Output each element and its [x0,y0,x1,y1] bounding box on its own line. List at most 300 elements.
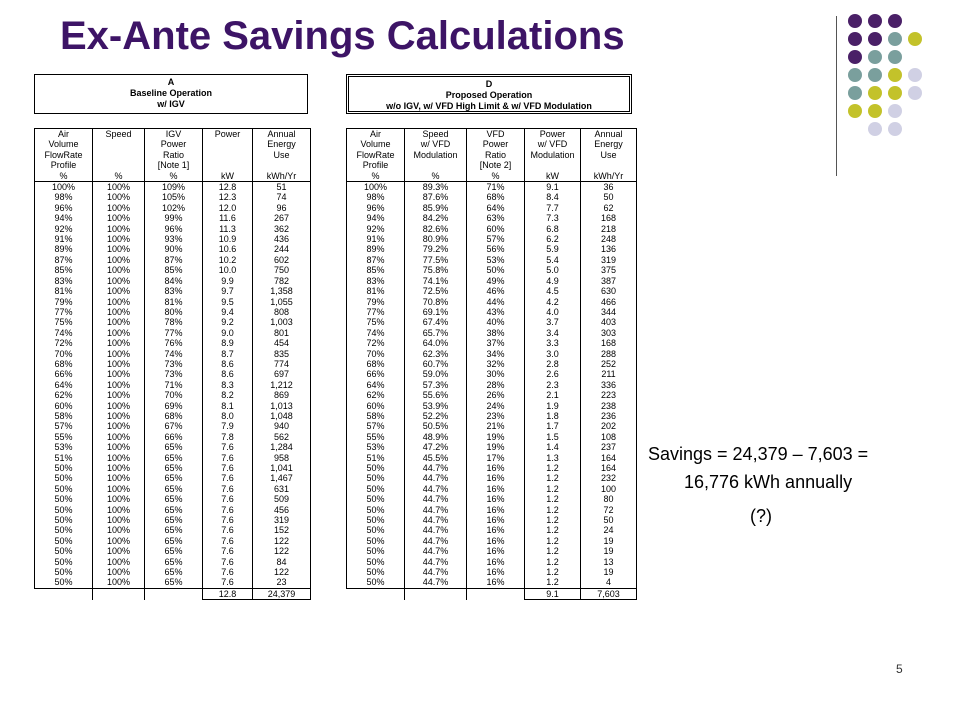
table-cell: 100% [93,182,145,193]
table-cell: 50% [35,473,93,483]
table-cell: 99% [145,213,203,223]
table-cell: 100% [93,265,145,275]
table-cell: 87.6% [405,192,467,202]
table-row [347,473,637,483]
table-cell: 74% [145,349,203,359]
column-header: Volume [347,139,405,149]
table-cell: 869 [253,390,311,400]
table-cell: 44% [467,297,525,307]
table-cell: 8.6 [203,359,253,369]
table-row [347,192,637,202]
blank-cell [145,588,203,599]
table-cell: 50% [347,567,405,577]
table-cell: 24% [467,401,525,411]
table-cell: 94% [35,213,93,223]
column-header: kW [525,171,581,182]
table-cell: 7.6 [203,515,253,525]
table-cell: 7.3 [525,213,581,223]
column-header: Annual [581,129,637,140]
savings-result: 16,776 kWh annually [684,472,853,492]
table-cell: 7.8 [203,432,253,442]
table-cell: 82.6% [405,224,467,234]
table-cell: 77% [145,328,203,338]
table-cell: 164 [581,463,637,473]
table-cell: 16% [467,536,525,546]
table-cell: 80.9% [405,234,467,244]
table-cell: 44.7% [405,577,467,588]
header-row [35,160,311,170]
table-cell: 53% [35,442,93,452]
table-cell: 248 [581,234,637,244]
table-cell: 1,013 [253,401,311,411]
table-cell: 319 [581,255,637,265]
table-cell: 100% [93,203,145,213]
header-row [35,129,311,140]
table-cell: 85% [35,265,93,275]
table-cell: 67.4% [405,317,467,327]
table-row [347,224,637,234]
table-cell: 940 [253,421,311,431]
table-cell: 7.6 [203,463,253,473]
table-cell: 509 [253,494,311,504]
table-row [35,546,311,556]
table-cell: 55% [35,432,93,442]
table-row [35,244,311,254]
table-cell: 100% [35,182,93,193]
table-cell: 100% [93,505,145,515]
table-row [35,421,311,431]
table-cell: 50% [467,265,525,275]
table-cell: 8.7 [203,349,253,359]
table-cell: 100% [93,328,145,338]
column-header: Power [467,139,525,149]
table-cell: 64% [347,380,405,390]
decorative-dot [908,86,922,100]
column-header: Modulation [525,150,581,160]
table-cell: 50.5% [405,421,467,431]
table-cell: 100% [93,401,145,411]
table-cell: 8.2 [203,390,253,400]
table-row [35,484,311,494]
decorative-dot [848,86,862,100]
table-cell: 81% [347,286,405,296]
column-header [581,160,637,170]
table-row [35,297,311,307]
table-cell: 72 [581,505,637,515]
table-cell: 100% [93,338,145,348]
table-row [35,276,311,286]
table-row [35,359,311,369]
table-cell: 53.9% [405,401,467,411]
table-cell: 8.9 [203,338,253,348]
table-cell: 62% [347,390,405,400]
table-cell: 65% [145,463,203,473]
table-cell: 57.3% [405,380,467,390]
table-cell: 16% [467,546,525,556]
table-cell: 51 [253,182,311,193]
table-cell: 64.0% [405,338,467,348]
table-row [35,463,311,473]
table-cell: 83% [35,276,93,286]
table-row [347,234,637,244]
table-cell: 62 [581,203,637,213]
table-cell: 44.7% [405,473,467,483]
table-row [35,432,311,442]
table-a-id: A [167,77,175,87]
table-cell: 64% [35,380,93,390]
table-cell: 50 [581,515,637,525]
table-cell: 75% [347,317,405,327]
table-cell: 5.4 [525,255,581,265]
table-row [35,473,311,483]
column-header: Power [145,139,203,149]
table-row [347,505,637,515]
table-cell: 1.4 [525,442,581,452]
table-cell: 100% [93,546,145,556]
table-cell: 100% [93,484,145,494]
table-cell: 50% [347,494,405,504]
table-cell: 631 [253,484,311,494]
table-cell: 69.1% [405,307,467,317]
decorative-dot [888,50,902,64]
table-cell: 5.9 [525,244,581,254]
table-cell: 1,467 [253,473,311,483]
table-cell: 1.2 [525,546,581,556]
table-cell: 60% [35,401,93,411]
table-cell: 50% [35,515,93,525]
table-cell: 96% [35,203,93,213]
decorative-dot [888,122,902,136]
table-cell: 65% [145,577,203,588]
column-header: VFD [467,129,525,140]
table-cell: 100% [93,369,145,379]
table-cell: 7.6 [203,567,253,577]
divider-line [836,16,837,176]
table-cell: 6.8 [525,224,581,234]
table-cell: 55.6% [405,390,467,400]
total-power-cell: 12.8 [203,588,253,599]
column-header: kW [203,171,253,182]
decorative-dot [868,68,882,82]
column-header: % [467,171,525,182]
table-cell: 1,212 [253,380,311,390]
column-header: Power [525,129,581,140]
table-cell: 6.2 [525,234,581,244]
table-cell: 16% [467,505,525,515]
table-row [347,182,637,193]
table-cell: 65% [145,536,203,546]
table-cell: 68% [145,411,203,421]
table-cell: 77% [35,307,93,317]
table-cell: 16% [467,484,525,494]
table-cell: 1.2 [525,473,581,483]
table-cell: 202 [581,421,637,431]
table-cell: 81% [35,286,93,296]
table-d-id: D [485,79,493,89]
table-cell: 91% [347,234,405,244]
table-cell: 58% [35,411,93,421]
table-cell: 74.1% [405,276,467,286]
table-cell: 73% [145,369,203,379]
table-cell: 65% [145,484,203,494]
table-cell: 9.2 [203,317,253,327]
table-cell: 100% [93,557,145,567]
table-cell: 57% [467,234,525,244]
table-row [347,453,637,463]
column-header: kWh/Yr [581,171,637,182]
table-cell: 1.2 [525,577,581,588]
table-cell: 75% [35,317,93,327]
table-cell: 50% [35,525,93,535]
table-cell: 68% [35,359,93,369]
blank-cell [405,588,467,599]
table-cell: 96% [347,203,405,213]
table-cell: 3.4 [525,328,581,338]
table-a-title: Baseline Operation [129,88,213,98]
table-cell: 1,048 [253,411,311,421]
table-cell: 50% [347,536,405,546]
table-cell: 53% [467,255,525,265]
table-cell: 68% [467,192,525,202]
table-cell: 11.3 [203,224,253,234]
table-cell: 44.7% [405,484,467,494]
table-row [347,494,637,504]
blank-cell [467,588,525,599]
table-row [35,203,311,213]
table-cell: 50% [35,484,93,494]
table-cell: 50% [35,546,93,556]
table-cell: 7.9 [203,421,253,431]
header-row [35,171,311,182]
table-cell: 89% [347,244,405,254]
table-cell: 50% [347,505,405,515]
table-cell: 100% [93,494,145,504]
table-cell: 10.9 [203,234,253,244]
table-cell: 76% [145,338,203,348]
decorative-dot-grid [848,14,960,164]
table-cell: 44.7% [405,525,467,535]
table-cell: 23% [467,411,525,421]
column-header: Annual [253,129,311,140]
table-cell: 835 [253,349,311,359]
table-row [35,567,311,577]
table-row [35,182,311,193]
table-cell: 16% [467,557,525,567]
column-header: Speed [405,129,467,140]
table-cell: 3.0 [525,349,581,359]
savings-equation: Savings = 24,379 – 7,603 = [648,444,869,464]
header-row [347,150,637,160]
table-cell: 65% [145,494,203,504]
table-cell: 50% [35,557,93,567]
table-cell: 45.5% [405,453,467,463]
table-cell: 102% [145,203,203,213]
table-cell: 72% [347,338,405,348]
table-row [347,255,637,265]
table-cell: 1.2 [525,515,581,525]
table-cell: 100% [93,463,145,473]
table-cell: 49% [467,276,525,286]
table-cell: 78% [145,317,203,327]
slide-title: Ex-Ante Savings Calculations [60,14,625,58]
table-cell: 19% [467,432,525,442]
table-cell: 13 [581,557,637,567]
table-cell: 50% [347,484,405,494]
total-energy-cell: 24,379 [253,588,311,599]
decorative-dot [888,86,902,100]
decorative-dot [848,50,862,64]
table-row [347,567,637,577]
table-cell: 69% [145,401,203,411]
table-row [347,276,637,286]
column-header: Speed [93,129,145,140]
decorative-dot [888,104,902,118]
table-row [35,349,311,359]
table-cell: 8.6 [203,369,253,379]
table-cell: 66% [35,369,93,379]
table-cell: 40% [467,317,525,327]
table-cell: 46% [467,286,525,296]
table-cell: 7.6 [203,442,253,452]
table-cell: 375 [581,265,637,275]
table-cell: 50% [347,515,405,525]
table-a-header-box [34,74,308,114]
table-row [35,255,311,265]
table-cell: 16% [467,577,525,588]
table-cell: 44.7% [405,546,467,556]
table-cell: 1,358 [253,286,311,296]
table-cell: 44.7% [405,557,467,567]
table-cell: 100% [93,453,145,463]
table-cell: 70% [145,390,203,400]
table-cell: 456 [253,505,311,515]
table-cell: 168 [581,213,637,223]
column-header: w/ VFD [525,139,581,149]
table-cell: 65.7% [405,328,467,338]
table-cell: 96% [145,224,203,234]
table-cell: 60% [467,224,525,234]
table-cell: 17% [467,453,525,463]
table-row [347,338,637,348]
table-cell: 1.5 [525,432,581,442]
header-row [347,171,637,182]
table-row [347,359,637,369]
table-row [347,213,637,223]
table-cell: 65% [145,505,203,515]
table-cell: 100% [93,577,145,588]
table-cell: 2.6 [525,369,581,379]
table-row [35,390,311,400]
table-row [347,369,637,379]
table-cell: 100% [93,390,145,400]
table-cell: 72.5% [405,286,467,296]
header-row [347,129,637,140]
table-cell: 48.9% [405,432,467,442]
table-cell: 100% [93,473,145,483]
table-cell: 12.3 [203,192,253,202]
table-cell: 37% [467,338,525,348]
table-cell: 50% [35,463,93,473]
table-row [347,546,637,556]
table-cell: 136 [581,244,637,254]
decorative-dot [888,68,902,82]
table-cell: 84% [145,276,203,286]
table-cell: 232 [581,473,637,483]
table-cell: 630 [581,286,637,296]
header-row [35,150,311,160]
table-cell: 958 [253,453,311,463]
table-cell: 1.2 [525,536,581,546]
table-cell: 7.7 [525,203,581,213]
column-header: Air [35,129,93,140]
table-cell: 218 [581,224,637,234]
column-header [93,139,145,149]
table-cell: 1.2 [525,505,581,515]
table-cell: 66% [145,432,203,442]
table-cell: 68% [347,359,405,369]
table-cell: 1.8 [525,411,581,421]
decorative-dot [848,104,862,118]
table-cell: 50 [581,192,637,202]
table-cell: 8.3 [203,380,253,390]
table-cell: 344 [581,307,637,317]
table-cell: 152 [253,525,311,535]
table-cell: 1.2 [525,525,581,535]
table-cell: 602 [253,255,311,265]
table-cell: 1,041 [253,463,311,473]
table-cell: 319 [253,515,311,525]
table-cell: 85% [347,265,405,275]
table-row [347,297,637,307]
decorative-dot [848,14,862,28]
column-header: Power [203,129,253,140]
column-header: w/ VFD [405,139,467,149]
table-cell: 19 [581,536,637,546]
table-cell: 164 [581,453,637,463]
table-cell: 1.2 [525,567,581,577]
table-cell: 252 [581,359,637,369]
table-cell: 16% [467,567,525,577]
decorative-dot [868,32,882,46]
table-row [35,453,311,463]
column-header: % [93,171,145,182]
column-header: [Note 2] [467,160,525,170]
table-cell: 9.1 [525,182,581,193]
table-cell: 67% [145,421,203,431]
table-cell: 1.9 [525,401,581,411]
table-cell: 100% [93,255,145,265]
table-cell: 1.2 [525,484,581,494]
table-cell: 7.6 [203,484,253,494]
table-cell: 100 [581,484,637,494]
table-row [35,369,311,379]
table-cell: 100% [347,182,405,193]
table-cell: 100% [93,380,145,390]
table-cell: 98% [35,192,93,202]
table-cell: 70% [347,349,405,359]
table-cell: 75.8% [405,265,467,275]
table-cell: 1,284 [253,442,311,452]
decorative-dot [848,68,862,82]
table-cell: 83% [145,286,203,296]
column-header: Ratio [145,150,203,160]
table-cell: 62% [35,390,93,400]
table-cell: 83% [347,276,405,286]
table-cell: 7.6 [203,536,253,546]
table-row [35,505,311,515]
column-header: % [347,171,405,182]
column-header [203,150,253,160]
